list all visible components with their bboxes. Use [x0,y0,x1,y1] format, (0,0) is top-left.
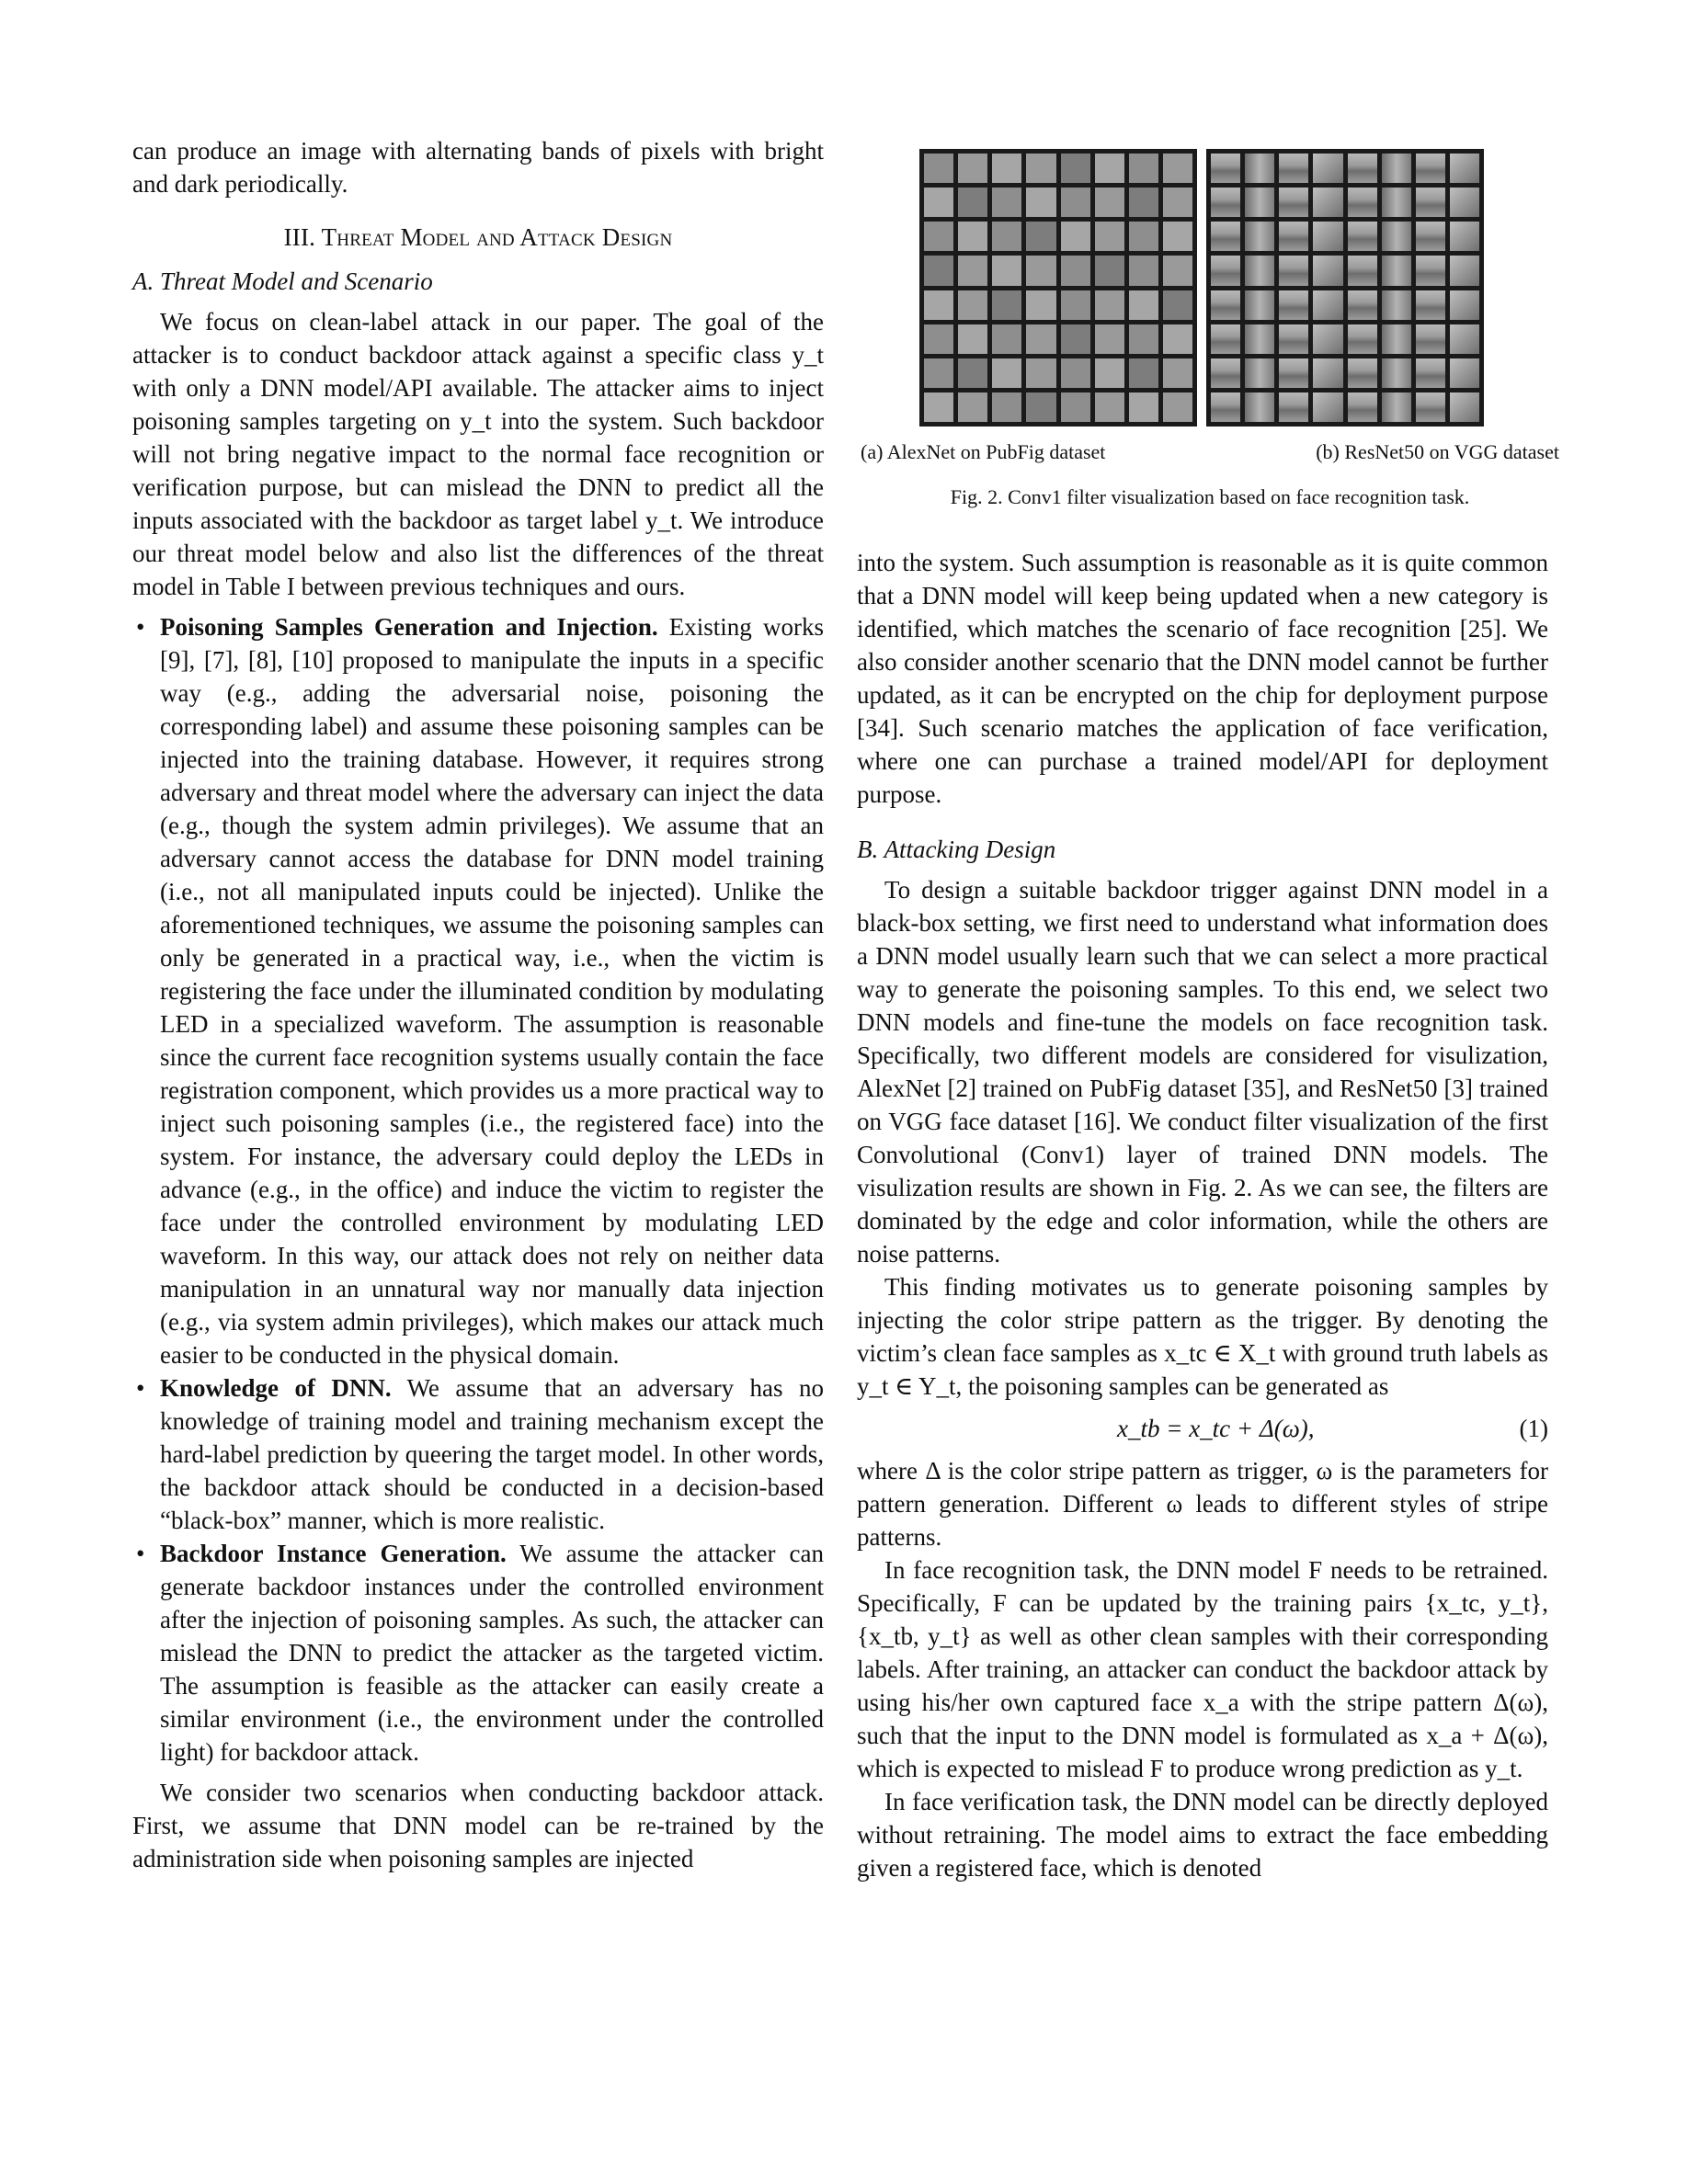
filter-cell [1026,222,1055,251]
filter-cell [1211,256,1240,285]
filter-cell [1279,256,1308,285]
filter-cell [1095,392,1124,422]
filter-cell [1279,324,1308,354]
filter-cell [1211,324,1240,354]
filter-cell [992,324,1021,354]
list-item-text: We assume that an adversary has no knowledge of training model and training mechanism except the hard-label prediction by queering the target model. In other words, the backdoor attack should be conducted in a decision-based “black-box” manner, which is more realistic. [160,1374,824,1534]
filter-cell [1313,154,1342,183]
filter-cell [924,290,953,320]
right-column [857,546,1548,1884]
filter-cell [1279,358,1308,388]
filter-cell [958,392,987,422]
filter-cell [1245,358,1274,388]
threat-model-list [132,610,824,1769]
filter-cell [924,154,953,183]
filter-cell [1348,154,1377,183]
filter-cell [1279,392,1308,422]
filter-cell [1416,290,1445,320]
filter-cell [1348,324,1377,354]
filter-cell [992,392,1021,422]
paragraph-continuation: into the system. Such assumption is reasonable as it is quite common that a DNN model will keep being updated when a new category is identified, which matches the scenario of face recognition [25]. We also consider another scenario that the DNN model cannot be further updated, as it can be encrypted on the chip for deployment purpose [34]. Such scenario matches the application of face verification, where one can purchase a trained model/API for deployment purpose. [857,549,1548,808]
filter-cell [1163,290,1192,320]
filter-cell [1382,188,1411,217]
filter-cell [1348,290,1377,320]
filter-cell [1129,324,1158,354]
filter-cell [1313,256,1342,285]
filter-cell [1450,392,1479,422]
filter-cell [1416,358,1445,388]
filter-cell [1382,222,1411,251]
equation-1 [857,1412,1548,1445]
filter-cell [1211,290,1240,320]
filter-cell [1163,154,1192,183]
filter-cell [1348,392,1377,422]
filter-cell [1382,256,1411,285]
paragraph-intro: can produce an image with alternating bands of pixels with bright and dark periodically. [132,137,824,198]
filter-cell [1026,188,1055,217]
filter-cell [1450,256,1479,285]
filter-cell [1129,154,1158,183]
filter-cell [1245,392,1274,422]
paragraph-scenarios: We consider two scenarios when conducting backdoor attack. First, we assume that DNN model can be re-trained by the administration side when poisoning samples are injected [132,1779,824,1872]
list-item [132,610,824,1371]
filter-cell [1129,256,1158,285]
filter-cell [1061,358,1090,388]
filter-cell [1382,324,1411,354]
list-item-title: Poisoning Samples Generation and Injection. [160,613,658,641]
filter-cell [1026,392,1055,422]
filter-cell [1095,188,1124,217]
filter-cell [958,290,987,320]
subcaption-a: (a) AlexNet on PubFig dataset [861,440,1106,463]
filter-cell [992,154,1021,183]
filter-cell [924,222,953,251]
filter-cell [1061,222,1090,251]
filter-cell [1163,222,1192,251]
filter-cell [1313,324,1342,354]
filter-cell [924,188,953,217]
filter-cell [1382,392,1411,422]
filter-cell [1382,358,1411,388]
filter-cell [1416,324,1445,354]
filter-cell [1416,222,1445,251]
filter-cell [1313,358,1342,388]
filter-cell [1163,188,1192,217]
paragraph-finding: This finding motivates us to generate poisoning samples by injecting the color stripe pattern as the trigger. By denoting the victim’s clean face samples as x_tc ∈ X_t with ground truth labels as y_t ∈ Y_t, the poisoning samples can be generated as [857,1273,1548,1400]
filter-cell [924,256,953,285]
figure-2 [861,149,1559,509]
filter-cell [958,358,987,388]
filter-cell [1450,290,1479,320]
equation-body: x_tb = x_tc + Δ(ω), [1116,1415,1315,1442]
subcaption-b: (b) ResNet50 on VGG dataset [1316,440,1559,463]
list-item-text: We assume the attacker can generate backdoor instances under the controlled environment after the injection of poisoning samples. As such, the attacker can mislead the DNN to predict the attacker as the targeted victim. The assumption is feasible as the attacker can easily create a similar environment (i.e., the environment under the controlled light) for backdoor attack. [160,1540,824,1766]
filter-cell [1450,154,1479,183]
filter-cell [1245,290,1274,320]
filter-cell [1348,188,1377,217]
filter-cell [1095,358,1124,388]
filter-cell [1313,290,1342,320]
filter-cell [1313,222,1342,251]
filter-cell [992,188,1021,217]
filter-cell [1279,154,1308,183]
filter-cell [1450,188,1479,217]
filter-cell [1348,222,1377,251]
filter-cell [1348,358,1377,388]
filter-cell [1416,256,1445,285]
filter-cell [1026,256,1055,285]
filter-cell [1061,154,1090,183]
filter-cell [1061,290,1090,320]
figure-subcaptions [861,439,1559,465]
filter-cell [1245,188,1274,217]
paragraph-verification: In face verification task, the DNN model can be directly deployed without retraining. The model aims to extract the face embedding given a registered face, which is denoted [857,1788,1548,1882]
filter-cell [1061,324,1090,354]
filter-cell [1211,358,1240,388]
filter-cell [1129,188,1158,217]
figure-panels [919,149,1489,427]
list-item-title: Backdoor Instance Generation. [160,1540,507,1567]
filter-cell [992,290,1021,320]
alexnet-filter-grid [919,149,1197,427]
filter-cell [1245,324,1274,354]
paragraph-where: where Δ is the color stripe pattern as trigger, ω is the parameters for pattern generation. Different ω leads to different styles of stripe patterns. [857,1457,1548,1551]
filter-cell [924,324,953,354]
filter-cell [1416,154,1445,183]
filter-cell [1061,256,1090,285]
subsection-b-title: B. Attacking Design [857,836,1056,863]
filter-cell [1450,324,1479,354]
subsection-a-title: A. Threat Model and Scenario [132,267,433,295]
filter-cell [1129,392,1158,422]
filter-cell [1026,358,1055,388]
filter-cell [1279,222,1308,251]
filter-cell [992,222,1021,251]
filter-cell [1061,188,1090,217]
equation-number: (1) [1519,1415,1548,1442]
filter-cell [1382,154,1411,183]
filter-cell [1279,188,1308,217]
filter-cell [1163,324,1192,354]
filter-cell [1211,188,1240,217]
paragraph-recognition: In face recognition task, the DNN model F needs to be retrained. Specifically, F can be updated by the training pairs {x_tc, y_t}, {x_tb, y_t} as well as other clean samples with their corresponding labels. After training, an attacker can conduct the backdoor attack by using his/her own captured face x_a with the stripe pattern Δ(ω), such that the input to the DNN model is formulated as x_a + Δ(ω), which is expected to mislead F to produce wrong prediction as y_t. [857,1556,1548,1782]
filter-cell [1211,222,1240,251]
filter-cell [992,256,1021,285]
filter-cell [1095,324,1124,354]
filter-cell [1416,392,1445,422]
filter-cell [1129,290,1158,320]
filter-cell [1163,358,1192,388]
figure-caption: Fig. 2. Conv1 filter visualization based on face recognition task. [950,485,1470,508]
filter-cell [1245,256,1274,285]
filter-cell [958,256,987,285]
paragraph-focus: We focus on clean-label attack in our paper. The goal of the attacker is to conduct backdoor attack against a specific class y_t with only a DNN model/API available. The attacker aims to inject poisoning samples targeting on y_t into the system. Such backdoor will not bring negative impact to the normal face recognition or verification purpose, but can mislead the DNN to predict all the inputs associated with the backdoor as target label y_t. We introduce our threat model below and also list the differences of the threat model in Table I between previous techniques and ours. [132,308,824,600]
filter-cell [958,324,987,354]
list-item [132,1371,824,1537]
filter-cell [1129,222,1158,251]
list-item [132,1537,824,1769]
filter-cell [1163,392,1192,422]
filter-cell [1026,324,1055,354]
paragraph-design: To design a suitable backdoor trigger against DNN model in a black-box setting, we first need to understand what information does a DNN model usually learn such that we can select a more practical way to generate the poisoning samples. To this end, we select two DNN models and fine-tune the models on face recognition task. Specifically, two different models are considered for visulization, AlexNet [2] trained on PubFig dataset [35], and ResNet50 [3] trained on VGG face dataset [16]. We conduct filter visualization of the first Convolutional (Conv1) layer of trained DNN models. The visulization results are shown in Fig. 2. As we can see, the filters are dominated by the edge and color information, while the others are noise patterns. [857,876,1548,1268]
filter-cell [1382,290,1411,320]
filter-cell [1026,290,1055,320]
filter-cell [958,222,987,251]
filter-cell [1095,290,1124,320]
filter-cell [1163,256,1192,285]
filter-cell [1279,290,1308,320]
filter-cell [1450,358,1479,388]
resnet50-filter-grid [1206,149,1484,427]
filter-cell [1450,222,1479,251]
filter-cell [1095,222,1124,251]
filter-cell [958,188,987,217]
filter-cell [1348,256,1377,285]
filter-cell [1211,154,1240,183]
section-title: III. Threat Model and Attack Design [283,223,673,251]
list-item-title: Knowledge of DNN. [160,1374,392,1402]
filter-cell [1313,392,1342,422]
filter-cell [1211,392,1240,422]
filter-cell [958,154,987,183]
filter-cell [1129,358,1158,388]
filter-cell [924,392,953,422]
filter-cell [1416,188,1445,217]
list-item-text: Existing works [9], [7], [8], [10] proposed to manipulate the inputs in a specific way (e.g., adding the adversarial noise, poisoning the corresponding label) and assume these poisoning samples can be injected into the training database. However, it requires strong adversary and threat model where the adversary can inject the data (e.g., though the system admin privileges). We assume that an adversary cannot access the database for DNN model training (i.e., not all manipulated inputs could be injected). Unlike the aforementioned techniques, we assume the poisoning samples can only be generated in a practical way, i.e., when the victim is registering the face under the illuminated condition by modulating LED in a specialized waveform. The assumption is reasonable since the current face recognition systems usually contain the face registration component, which provides us a more practical way to inject such poisoning samples (i.e., the registered face) into the system. For instance, the adversary could deploy the LEDs in advance (e.g., in the office) and induce the victim to register the face under the controlled environment by modulating LED waveform. In this way, our attack does not rely on neither data manipulation in an unnatural way nor manually data injection (e.g., via system admin privileges), which makes our attack much easier to be conducted in the physical domain. [160,613,824,1369]
filter-cell [1026,154,1055,183]
filter-cell [1313,188,1342,217]
filter-cell [1245,222,1274,251]
filter-cell [1095,256,1124,285]
filter-cell [1095,154,1124,183]
filter-cell [924,358,953,388]
filter-cell [1061,392,1090,422]
filter-cell [1245,154,1274,183]
filter-cell [992,358,1021,388]
left-column [132,134,824,1875]
